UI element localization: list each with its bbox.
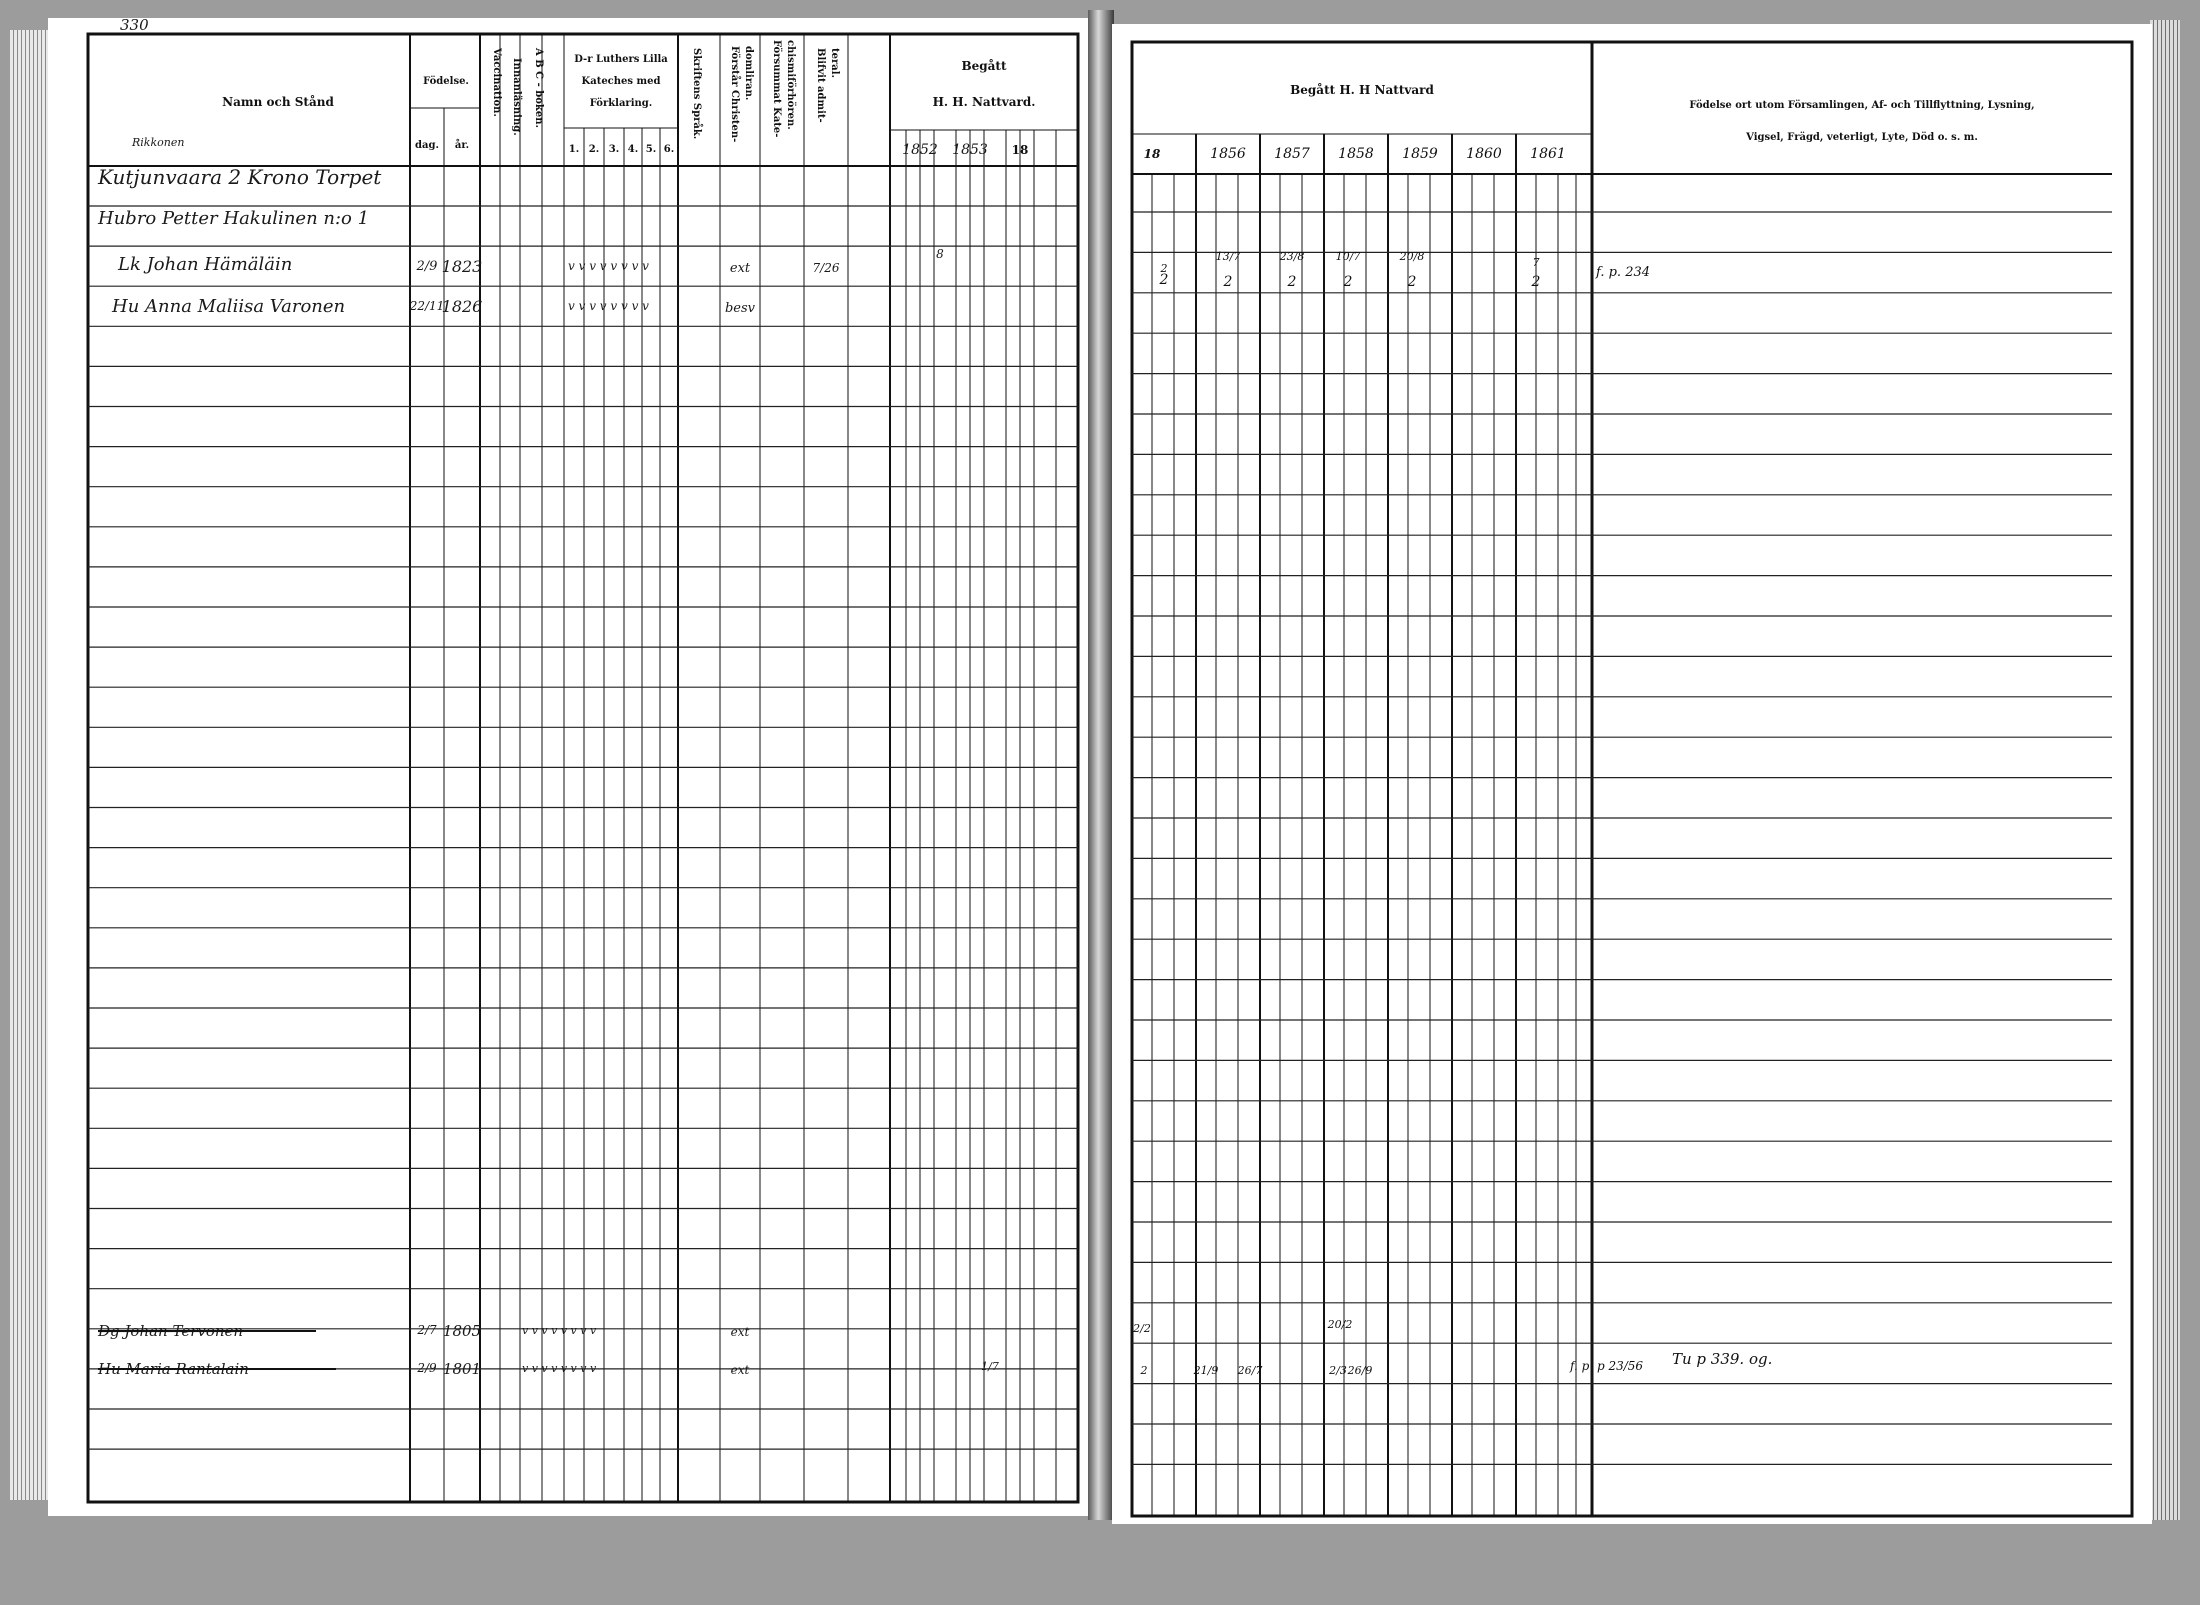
comm-mark: 2 [1160,262,1168,275]
entry-name: Hu Anna Maliisa Varonen [112,296,346,317]
entry-knowledge: ext [729,261,751,276]
header-remarks-1: Födelse ort utom Församlingen, Af- och Tillflyttning, Lysning, [1689,100,2035,111]
catechism-part-6: 6. [663,144,675,155]
entry-day: 2/9 [417,1361,437,1375]
right-year-1858: 1858 [1338,146,1374,162]
entry-communion: 1/7 [981,1360,999,1373]
left-year-1852: 1852 [902,142,938,158]
header-birth-year: år. [454,140,470,151]
entry-year: 1826 [441,297,483,316]
book-gutter [1088,10,1114,1520]
comm-mark: 20/2 [1327,1318,1353,1331]
header-admitted-1: Blifvit admit- [815,48,826,123]
left-ruled-lines [88,206,1078,1449]
right-page-form [1112,24,2152,1524]
header-birth-day: dag. [415,140,439,151]
entry-marks: v v v v v v v v [568,259,649,273]
header-christian-1: Förstår Christen- [729,46,740,143]
comm-mark: 2 [1223,274,1233,290]
right-year-1856: 1856 [1210,146,1246,162]
header-exam-2: chismiförhören. [785,40,796,130]
comm-mark: 13/7 [1215,250,1241,263]
header-reading: Innanläsning. [511,58,522,136]
comm-mark: 10/7 [1335,250,1361,263]
left-year-1853: 1853 [952,142,988,158]
entry-knowledge: besv [724,301,756,316]
comm-mark: 2 [1407,274,1417,290]
comm-mark: 23/8 [1279,250,1305,263]
right-page [1112,24,2152,1524]
comm-mark: 21/9 [1193,1364,1219,1377]
entry-year: 1805 [442,1322,482,1340]
left-page-form [48,18,1090,1516]
comm-mark: 2 [1159,272,1169,288]
entry-knowledge: ext [730,1363,750,1377]
catechism-part-5: 5. [645,144,657,155]
header-vaccination: Vaccination. [491,48,502,117]
left-page [48,18,1090,1516]
comm-mark: 2 [1140,1364,1148,1377]
entry-name: Dg Johan Tervonen [98,1322,244,1340]
header-exam-1: Försummat Kate- [771,40,782,138]
right-years [1144,146,1566,162]
catechism-part-3: 3. [608,144,620,155]
comm-mark: 2 [1287,274,1297,290]
header-catechism-3: Förklaring. [589,98,653,109]
page-number: 330 [120,18,149,34]
comm-mark: 20/8 [1399,250,1425,263]
comm-mark: 7 [1532,256,1540,269]
entry-marks: v v v v v v v v [568,299,649,313]
comm-mark: 2 [1343,274,1353,290]
entry-note: 7/26 [812,261,840,275]
comm-mark: 26/7 [1237,1364,1263,1377]
entry-day: 2/9 [416,259,438,274]
entry-communion: 8 [936,247,944,261]
left-year-18: 18 [1011,143,1029,157]
right-entries-row-4 [1140,1350,1773,1377]
header-christian-2: domliran. [743,46,754,101]
entry-year: 1801 [442,1360,482,1378]
holding-name: Hubro Petter Hakulinen n:o 1 [98,208,370,229]
header-catechism-2: Kateches med [581,76,661,87]
header-birth: Födelse. [423,76,469,87]
catechism-part-4: 4. [627,144,639,155]
header-remarks-2: Vigsel, Frägd, veterligt, Lyte, Död o. s. m. [1746,132,1978,143]
entry-row-1 [117,247,944,276]
entry-day: 22/11 [409,299,445,313]
header-abc: A B C - boken. [533,48,544,128]
catechism-part-1: 1. [568,144,580,155]
header-catechism-1: D-r Luthers Lilla [574,54,668,65]
place-name: Kutjunvaara 2 Krono Torpet [98,165,382,189]
header-admitted-2: teral. [829,48,840,79]
catechism-part-2: 2. [588,144,600,155]
comm-mark: 26/9 [1347,1364,1373,1377]
right-ruled-lines [1132,212,2112,1464]
remark-row-4: f. p. p 23/56 [1570,1359,1644,1373]
header-communion-2: H. H. Nattvard. [932,95,1036,109]
entry-row-3 [97,1322,750,1340]
header-scripture: Skriftens Språk. [691,48,702,140]
place-annotation: Rikkonen [132,136,185,149]
comm-mark: 2/2 [1133,1322,1151,1335]
entry-marks: v v v v v v v v [522,1362,597,1375]
right-year-1857: 1857 [1274,146,1310,162]
header-name: Namn och Stånd [222,95,334,109]
entry-name: Lk Johan Hämäläin [118,254,293,275]
entry-marks: v v v v v v v v [522,1324,597,1337]
entry-name: Hu Maria Rantalain [98,1360,249,1378]
right-year-1861: 1861 [1530,146,1566,162]
right-entries-row-3 [1132,1318,1352,1335]
remark-row-4b: Tu p 339. og. [1672,1350,1773,1368]
book-edge-left [10,30,50,1500]
entry-day: 2/7 [417,1323,437,1337]
remark-row-2: f. p. 234 [1596,265,1651,280]
book-edge-right [2150,20,2180,1520]
right-year-18: 18 [1143,147,1161,161]
comm-mark: 2 [1531,274,1541,290]
header-communion-1: Begått [961,59,1007,73]
right-year-1859: 1859 [1402,146,1438,162]
entry-year: 1823 [441,257,483,276]
comm-mark: 2/3 [1329,1364,1347,1377]
right-year-1860: 1860 [1466,146,1502,162]
entry-knowledge: ext [730,1325,750,1339]
entry-row-2 [111,296,756,317]
header-communion: Begått H. H Nattvard [1290,83,1434,97]
catechism-parts [569,144,674,155]
